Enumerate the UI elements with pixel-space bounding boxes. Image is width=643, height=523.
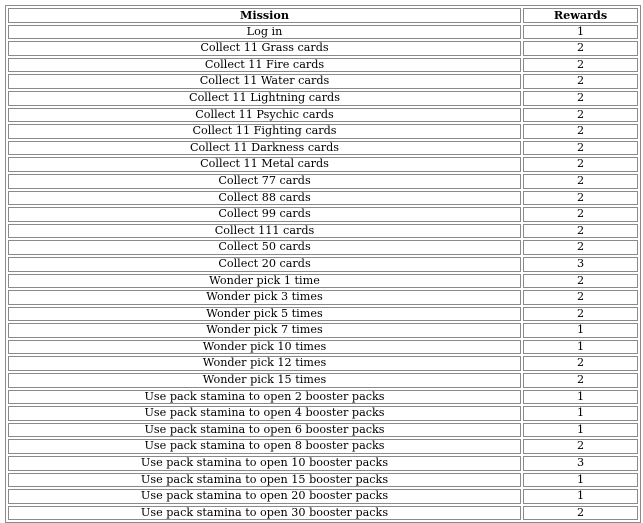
rewards-cell: 3	[523, 456, 638, 471]
rewards-cell: 1	[523, 423, 638, 438]
mission-cell: Wonder pick 7 times	[8, 323, 521, 338]
table-row	[8, 240, 638, 255]
mission-cell: Use pack stamina to open 30 booster packs	[8, 506, 521, 521]
mission-cell: Use pack stamina to open 2 booster packs	[8, 390, 521, 405]
rewards-cell: 2	[523, 224, 638, 239]
header-row	[8, 8, 638, 23]
rewards-cell: 1	[523, 489, 638, 504]
mission-cell: Collect 99 cards	[8, 207, 521, 222]
rewards-cell: 1	[523, 25, 638, 40]
table-row	[8, 191, 638, 206]
mission-cell: Collect 20 cards	[8, 257, 521, 272]
rewards-cell: 2	[523, 191, 638, 206]
table-row	[8, 506, 638, 521]
table-row	[8, 323, 638, 338]
rewards-cell: 2	[523, 91, 638, 106]
rewards-column-header: Rewards	[523, 8, 638, 23]
rewards-cell: 2	[523, 141, 638, 156]
mission-cell: Collect 11 Psychic cards	[8, 108, 521, 123]
mission-cell: Wonder pick 3 times	[8, 290, 521, 305]
table-row	[8, 356, 638, 371]
table-row	[8, 74, 638, 89]
mission-cell: Collect 11 Fire cards	[8, 58, 521, 73]
rewards-cell: 2	[523, 157, 638, 172]
mission-cell: Collect 50 cards	[8, 240, 521, 255]
mission-cell: Use pack stamina to open 20 booster packs	[8, 489, 521, 504]
rewards-cell: 2	[523, 108, 638, 123]
table-body	[8, 25, 638, 521]
table-row	[8, 174, 638, 189]
rewards-cell: 3	[523, 257, 638, 272]
table-row	[8, 373, 638, 388]
rewards-cell: 2	[523, 174, 638, 189]
table-row	[8, 390, 638, 405]
rewards-cell: 2	[523, 356, 638, 371]
rewards-cell: 2	[523, 373, 638, 388]
rewards-cell: 2	[523, 307, 638, 322]
table-row	[8, 124, 638, 139]
rewards-cell: 2	[523, 274, 638, 289]
mission-cell: Collect 77 cards	[8, 174, 521, 189]
table-row	[8, 108, 638, 123]
rewards-cell: 2	[523, 439, 638, 454]
rewards-cell: 2	[523, 290, 638, 305]
mission-cell: Wonder pick 5 times	[8, 307, 521, 322]
rewards-cell: 2	[523, 124, 638, 139]
mission-cell: Wonder pick 10 times	[8, 340, 521, 355]
mission-cell: Use pack stamina to open 6 booster packs	[8, 423, 521, 438]
table-row	[8, 25, 638, 40]
mission-cell: Collect 11 Fighting cards	[8, 124, 521, 139]
rewards-cell: 2	[523, 207, 638, 222]
rewards-cell: 1	[523, 323, 638, 338]
rewards-cell: 1	[523, 406, 638, 421]
mission-cell: Use pack stamina to open 4 booster packs	[8, 406, 521, 421]
table-row	[8, 41, 638, 56]
table-row	[8, 141, 638, 156]
missions-table	[5, 5, 641, 523]
mission-cell: Log in	[8, 25, 521, 40]
table-row	[8, 423, 638, 438]
table-row	[8, 257, 638, 272]
mission-cell: Wonder pick 15 times	[8, 373, 521, 388]
mission-cell: Collect 111 cards	[8, 224, 521, 239]
mission-cell: Collect 11 Water cards	[8, 74, 521, 89]
table-row	[8, 224, 638, 239]
mission-cell: Collect 11 Darkness cards	[8, 141, 521, 156]
table-row	[8, 406, 638, 421]
table-row	[8, 456, 638, 471]
rewards-cell: 2	[523, 506, 638, 521]
rewards-cell: 2	[523, 240, 638, 255]
table-row	[8, 473, 638, 488]
rewards-cell: 2	[523, 74, 638, 89]
mission-cell: Use pack stamina to open 8 booster packs	[8, 439, 521, 454]
rewards-cell: 2	[523, 58, 638, 73]
table-row	[8, 307, 638, 322]
mission-cell: Collect 11 Grass cards	[8, 41, 521, 56]
table-row	[8, 439, 638, 454]
table-row	[8, 58, 638, 73]
table-row	[8, 274, 638, 289]
mission-cell: Wonder pick 1 time	[8, 274, 521, 289]
mission-cell: Collect 88 cards	[8, 191, 521, 206]
mission-cell: Use pack stamina to open 10 booster packs	[8, 456, 521, 471]
table-row	[8, 489, 638, 504]
table-row	[8, 290, 638, 305]
table-row	[8, 91, 638, 106]
rewards-cell: 1	[523, 390, 638, 405]
rewards-cell: 2	[523, 41, 638, 56]
table-header	[8, 8, 638, 23]
mission-cell: Collect 11 Lightning cards	[8, 91, 521, 106]
rewards-cell: 1	[523, 340, 638, 355]
table-row	[8, 340, 638, 355]
mission-column-header: Mission	[8, 8, 521, 23]
mission-cell: Use pack stamina to open 15 booster packs	[8, 473, 521, 488]
mission-cell: Wonder pick 12 times	[8, 356, 521, 371]
table-row	[8, 207, 638, 222]
rewards-cell: 1	[523, 473, 638, 488]
mission-cell: Collect 11 Metal cards	[8, 157, 521, 172]
table-row	[8, 157, 638, 172]
